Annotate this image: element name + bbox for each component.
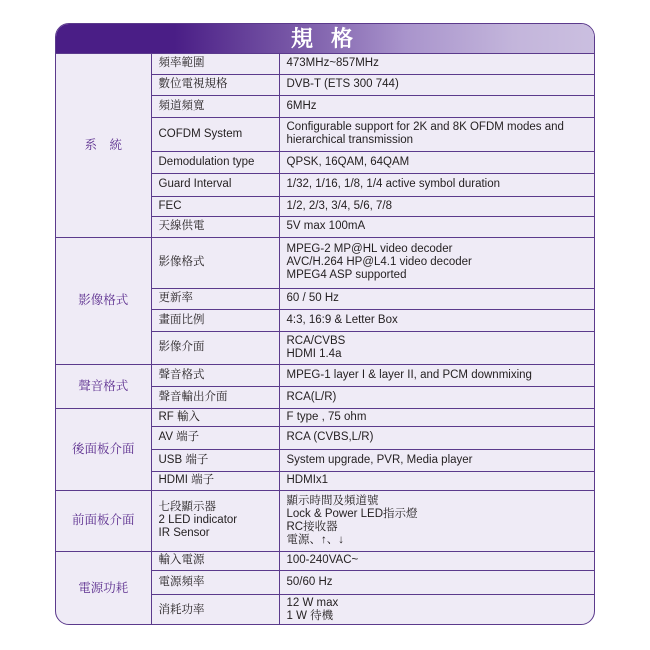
spec-key — [151, 117, 279, 151]
spec-row — [56, 408, 594, 426]
spec-key — [151, 449, 279, 471]
spec-key — [151, 216, 279, 237]
spec-key-line: 2 LED indicator — [158, 514, 238, 526]
spec-key-line: Demodulation type — [158, 155, 255, 168]
spec-value — [279, 594, 594, 625]
spec-value — [279, 570, 594, 594]
spec-key-line: 電源頻率 — [158, 575, 205, 588]
spec-value-line: MPEG-1 layer I & layer II, and PCM downmixing — [286, 368, 532, 381]
spec-row — [56, 364, 594, 386]
spec-key-line: 輸入電源 — [158, 554, 205, 566]
spec-value — [279, 151, 594, 173]
spec-table-panel — [55, 23, 595, 625]
spec-key-line: USB 端子 — [158, 453, 209, 466]
section-label: 電源功耗 — [56, 551, 151, 625]
spec-value-line: 電源、↑、↓ — [286, 533, 344, 546]
spec-key — [151, 551, 279, 570]
spec-key — [151, 570, 279, 594]
spec-value-line: Configurable support for 2K and 8K OFDM modes and — [286, 121, 564, 133]
spec-key-line: 影像介面 — [158, 341, 205, 353]
section-label: 聲音格式 — [56, 364, 151, 408]
spec-key — [151, 151, 279, 173]
spec-value — [279, 95, 594, 117]
spec-value — [279, 173, 594, 196]
spec-key — [151, 364, 279, 386]
spec-value-line: RCA(L/R) — [286, 390, 337, 403]
spec-value — [279, 237, 594, 288]
spec-value-line: 60 / 50 Hz — [286, 292, 339, 304]
spec-key-line: 畫面比例 — [158, 313, 205, 326]
spec-value-line: RCA (CVBS,L/R) — [286, 431, 374, 443]
spec-value — [279, 471, 594, 490]
spec-value — [279, 408, 594, 426]
spec-key — [151, 95, 279, 117]
spec-value — [279, 309, 594, 331]
spec-value — [279, 54, 594, 74]
spec-row — [56, 551, 594, 570]
spec-key-line: 消耗功率 — [158, 603, 205, 616]
section-label: 系 統 — [56, 54, 151, 237]
spec-key — [151, 471, 279, 490]
spec-key — [151, 196, 279, 216]
spec-value-line: RC接收器 — [286, 520, 338, 533]
spec-value-line: 1/32, 1/16, 1/8, 1/4 active symbol duration — [286, 178, 501, 190]
spec-row — [56, 54, 594, 74]
spec-value-line: 12 W max — [286, 597, 339, 610]
spec-key-line: 頻道頻寬 — [158, 99, 205, 112]
section-label: 後面板介面 — [56, 408, 151, 490]
spec-value — [279, 288, 594, 309]
spec-key-line: HDMI 端子 — [158, 474, 215, 486]
spec-value-line: System upgrade, PVR, Media player — [286, 453, 473, 466]
spec-key-line: Guard Interval — [158, 178, 232, 190]
spec-key-line: AV 端子 — [158, 431, 200, 443]
spec-value-line: MPEG-2 MP@HL video decoder — [286, 243, 453, 255]
spec-value-line: MPEG4 ASP supported — [286, 269, 407, 281]
spec-key-line: 聲音格式 — [158, 368, 205, 381]
spec-key-line: 更新率 — [158, 292, 193, 304]
spec-value — [279, 449, 594, 471]
spec-value-line: Lock & Power LED指示燈 — [286, 507, 418, 520]
spec-value-line: HDMIx1 — [286, 474, 329, 486]
spec-value-line: hierarchical transmission — [286, 134, 414, 146]
spec-key — [151, 490, 279, 551]
spec-key-line: 七段顯示器 — [158, 501, 216, 513]
spec-value-line: RCA/CVBS — [286, 334, 346, 347]
spec-value-line: 473MHz~857MHz — [286, 57, 379, 70]
spec-value — [279, 426, 594, 449]
spec-key-line: IR Sensor — [158, 527, 210, 539]
spec-value — [279, 117, 594, 151]
spec-key — [151, 288, 279, 309]
spec-row — [56, 237, 594, 288]
spec-value-line: DVB-T (ETS 300 744) — [286, 78, 399, 90]
spec-key-line: 數位電視規格 — [158, 78, 228, 90]
spec-value — [279, 364, 594, 386]
spec-value — [279, 74, 594, 95]
spec-value — [279, 551, 594, 570]
spec-key — [151, 54, 279, 74]
spec-value-line: 4:3, 16:9 & Letter Box — [286, 313, 398, 326]
spec-key — [151, 594, 279, 625]
spec-key-line: 影像格式 — [158, 256, 205, 268]
spec-key — [151, 309, 279, 331]
section-label: 影像格式 — [56, 237, 151, 364]
spec-key — [151, 74, 279, 95]
spec-value-line: 6MHz — [286, 99, 317, 112]
spec-value-line: 顯示時間及頻道號 — [286, 494, 379, 507]
spec-value — [279, 216, 594, 237]
spec-key — [151, 386, 279, 408]
spec-value — [279, 490, 594, 551]
spec-table — [56, 54, 594, 625]
spec-key-line: COFDM System — [158, 127, 243, 140]
spec-value — [279, 331, 594, 364]
spec-value-line: AVC/H.264 HP@L4.1 video decoder — [286, 256, 472, 268]
spec-value-line: 50/60 Hz — [286, 575, 333, 588]
spec-key-line: RF 輸入 — [158, 410, 201, 423]
spec-value — [279, 196, 594, 216]
spec-value — [279, 386, 594, 408]
spec-key — [151, 331, 279, 364]
spec-value-line: 5V max 100mA — [286, 220, 366, 232]
spec-key-line: 天線供電 — [158, 220, 205, 232]
spec-row — [56, 490, 594, 551]
spec-value-line: 100-240VAC~ — [286, 554, 359, 566]
spec-key-line: 頻率範圍 — [158, 57, 205, 70]
spec-key — [151, 237, 279, 288]
spec-key-line: 聲音輸出介面 — [158, 390, 228, 403]
spec-value-line: 1/2, 2/3, 3/4, 5/6, 7/8 — [286, 199, 392, 212]
spec-key — [151, 426, 279, 449]
section-label: 前面板介面 — [56, 490, 151, 551]
spec-value-line: HDMI 1.4a — [286, 347, 342, 360]
spec-title: 規 格 — [56, 24, 594, 54]
spec-key — [151, 408, 279, 426]
spec-value-line: 1 W 待機 — [286, 610, 334, 623]
spec-key-line: FEC — [158, 199, 182, 212]
spec-value-line: QPSK, 16QAM, 64QAM — [286, 155, 410, 168]
spec-value-line: F type , 75 ohm — [286, 410, 367, 423]
spec-key — [151, 173, 279, 196]
